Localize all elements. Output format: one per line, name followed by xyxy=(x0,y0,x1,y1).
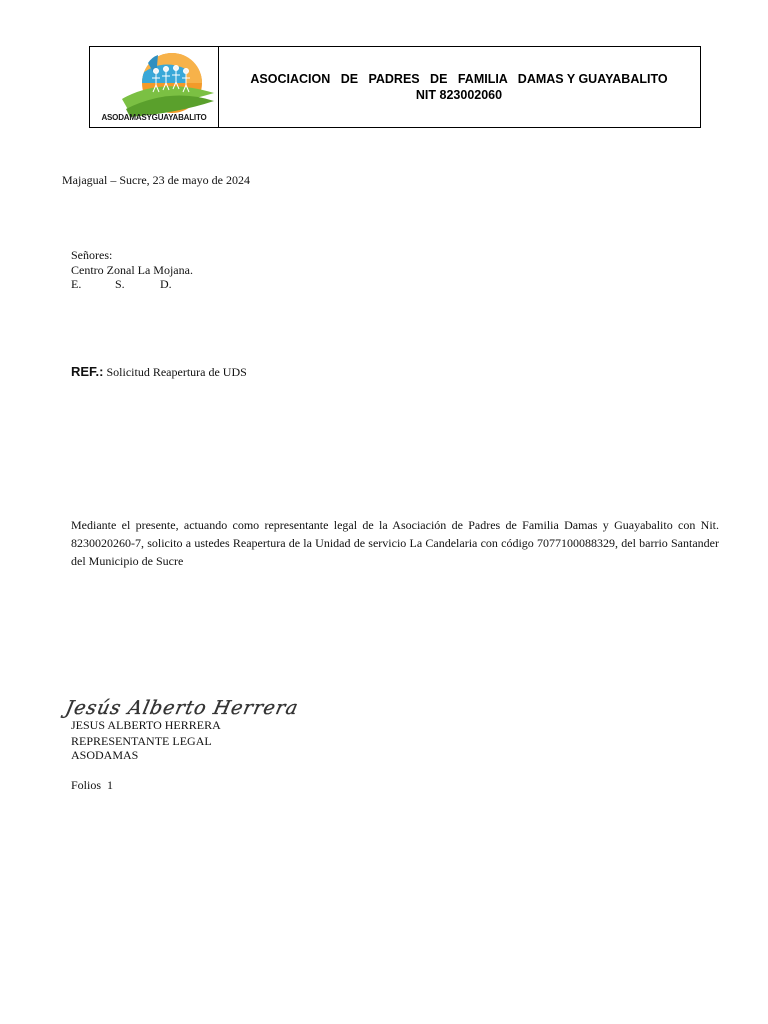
esd-e: E. xyxy=(71,277,82,291)
logo-emblem-icon xyxy=(90,47,218,113)
date-line: Majagual – Sucre, 23 de mayo de 2024 xyxy=(62,173,250,187)
signer-name: JESUS ALBERTO HERRERA xyxy=(71,718,221,732)
body-paragraph: Mediante el presente, actuando como representante legal de la Asociación de Padres de Familia Damas y Guayabalito con Nit. 8230020260-7, solicito a ustedes Reapertura de la Unidad de servicio La Candelaria con código 7077100088329, del barrio Santander del Municipio de Sucre xyxy=(71,518,719,568)
reference-text: Solicitud Reapertura de UDS xyxy=(106,365,247,379)
folios: Folios 1 xyxy=(71,778,114,792)
logo-text: ASODAMASYGUAYABALITO xyxy=(101,113,207,122)
reference-line xyxy=(71,365,247,379)
organization-title xyxy=(218,71,700,103)
esd-d: D. xyxy=(160,277,172,291)
recipient-name: Centro Zonal La Mojana. xyxy=(71,263,193,277)
organization-nit: NIT 823002060 xyxy=(415,88,503,102)
logo xyxy=(90,47,219,127)
esd-s: S. xyxy=(115,277,125,291)
letterhead xyxy=(89,46,701,128)
signer-org: ASODAMAS xyxy=(71,748,139,762)
signer-role: REPRESENTANTE LEGAL xyxy=(71,734,212,748)
signature-script: Jesús Alberto Herrera xyxy=(63,696,301,719)
reference-label: REF.: xyxy=(71,364,104,379)
organization-name: ASOCIACION DE PADRES DE FAMILIA DAMAS Y GUAYABALITO xyxy=(250,72,668,86)
salutation: Señores: xyxy=(71,248,113,262)
